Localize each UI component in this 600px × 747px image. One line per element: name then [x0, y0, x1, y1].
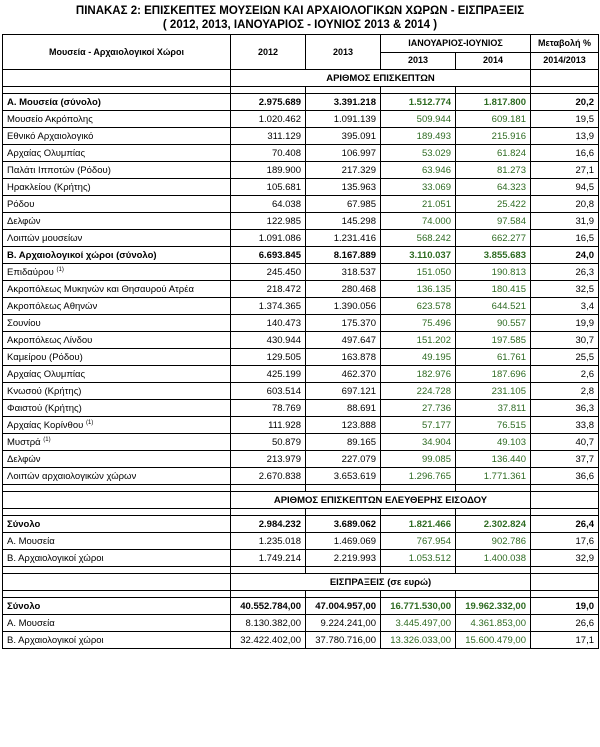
- blank-cell: [381, 87, 456, 94]
- value-2012: 78.769: [231, 400, 306, 417]
- header-change-sub: 2014/2013: [531, 52, 599, 70]
- section-free-entry: [3, 492, 599, 509]
- blank-cell: [456, 485, 531, 492]
- table-row: [3, 366, 599, 383]
- row-label-text: Β. Αρχαιολογικοί χώροι: [7, 552, 104, 564]
- value-jan-jun-2013: 509.944: [381, 111, 456, 128]
- row-label: [3, 550, 231, 567]
- value-jan-jun-2014: 2.302.824: [456, 516, 531, 533]
- value-jan-jun-2014: 136.440: [456, 451, 531, 468]
- value-jan-jun-2013: 53.029: [381, 145, 456, 162]
- value-jan-jun-2014: 25.422: [456, 196, 531, 213]
- value-jan-jun-2013: 13.326.033,00: [381, 632, 456, 649]
- table-row: [3, 383, 599, 400]
- change-percent: 2,6: [531, 366, 599, 383]
- value-jan-jun-2014: 187.696: [456, 366, 531, 383]
- value-2013: 1.091.139: [306, 111, 381, 128]
- value-jan-jun-2013: 568.242: [381, 230, 456, 247]
- value-jan-jun-2014: 37.811: [456, 400, 531, 417]
- row-label: [3, 332, 231, 349]
- value-2013: 89.165: [306, 434, 381, 451]
- row-label-text: Σουνίου: [7, 317, 41, 329]
- value-jan-jun-2014: 19.962.332,00: [456, 598, 531, 615]
- value-2012: 111.928: [231, 417, 306, 434]
- table-row: [3, 128, 599, 145]
- value-2013: 47.004.957,00: [306, 598, 381, 615]
- value-jan-jun-2014: 609.181: [456, 111, 531, 128]
- value-2012: 430.944: [231, 332, 306, 349]
- row-label-text: Β. Αρχαιολογικοί χώροι (σύνολο): [7, 249, 157, 261]
- value-2013: 9.224.241,00: [306, 615, 381, 632]
- row-label: [3, 213, 231, 230]
- change-percent: 31,9: [531, 213, 599, 230]
- change-percent: 17,6: [531, 533, 599, 550]
- blank-row: [3, 87, 599, 94]
- blank-cell: [381, 509, 456, 516]
- value-jan-jun-2014: 190.813: [456, 264, 531, 281]
- value-2013: 163.878: [306, 349, 381, 366]
- row-label-text: Α. Μουσεία (σύνολο): [7, 96, 101, 108]
- value-2012: 70.408: [231, 145, 306, 162]
- row-label-text: Δελφών: [7, 453, 41, 465]
- section-receipts: [3, 574, 599, 591]
- blank-cell: [231, 87, 306, 94]
- change-percent: 19,9: [531, 315, 599, 332]
- value-jan-jun-2013: 182.976: [381, 366, 456, 383]
- value-2012: 425.199: [231, 366, 306, 383]
- value-jan-jun-2014: 49.103: [456, 434, 531, 451]
- value-2012: 603.514: [231, 383, 306, 400]
- value-jan-jun-2013: 27.736: [381, 400, 456, 417]
- change-percent: 3,4: [531, 298, 599, 315]
- table-row: [3, 94, 599, 111]
- row-label-text: Δελφών: [7, 215, 41, 227]
- value-2013: 3.653.619: [306, 468, 381, 485]
- value-jan-jun-2014: 644.521: [456, 298, 531, 315]
- row-label: [3, 349, 231, 366]
- value-2012: 218.472: [231, 281, 306, 298]
- blank-row: [3, 591, 599, 598]
- change-percent: 26,4: [531, 516, 599, 533]
- value-jan-jun-2013: 33.069: [381, 179, 456, 196]
- table-row: [3, 162, 599, 179]
- value-2013: 497.647: [306, 332, 381, 349]
- value-2013: 3.391.218: [306, 94, 381, 111]
- change-percent: 36,6: [531, 468, 599, 485]
- value-jan-jun-2014: 902.786: [456, 533, 531, 550]
- table-row: [3, 332, 599, 349]
- row-label-text: Ρόδου: [7, 198, 35, 210]
- value-jan-jun-2013: 224.728: [381, 383, 456, 400]
- change-percent: 13,9: [531, 128, 599, 145]
- blank-cell: [531, 591, 599, 598]
- value-2012: 105.681: [231, 179, 306, 196]
- value-jan-jun-2014: 97.584: [456, 213, 531, 230]
- value-2012: 64.038: [231, 196, 306, 213]
- value-2012: 1.749.214: [231, 550, 306, 567]
- value-jan-jun-2014: 81.273: [456, 162, 531, 179]
- value-2012: 129.505: [231, 349, 306, 366]
- change-percent: 30,7: [531, 332, 599, 349]
- blank-cell: [456, 509, 531, 516]
- change-percent: 40,7: [531, 434, 599, 451]
- value-2012: 1.020.462: [231, 111, 306, 128]
- value-2012: 2.670.838: [231, 468, 306, 485]
- value-2013: 3.689.062: [306, 516, 381, 533]
- row-label: [3, 179, 231, 196]
- row-label-text: Καμείρου (Ρόδου): [7, 351, 83, 363]
- value-2012: 32.422.402,00: [231, 632, 306, 649]
- value-jan-jun-2014: 61.824: [456, 145, 531, 162]
- change-percent: 24,0: [531, 247, 599, 264]
- footnote-marker: (1): [43, 436, 51, 443]
- change-percent: 20,2: [531, 94, 599, 111]
- value-2013: 2.219.993: [306, 550, 381, 567]
- row-label: [3, 162, 231, 179]
- table-row: [3, 550, 599, 567]
- value-jan-jun-2014: 662.277: [456, 230, 531, 247]
- change-percent: 94,5: [531, 179, 599, 196]
- blank-cell: [381, 591, 456, 598]
- value-2013: 37.780.716,00: [306, 632, 381, 649]
- blank-cell: [381, 567, 456, 574]
- value-2013: 123.888: [306, 417, 381, 434]
- table-row: [3, 598, 599, 615]
- value-2012: 1.091.086: [231, 230, 306, 247]
- value-jan-jun-2013: 1.296.765: [381, 468, 456, 485]
- row-label: [3, 145, 231, 162]
- blank-cell: [3, 591, 231, 598]
- blank-cell: [231, 567, 306, 574]
- section-empty-cell: [531, 492, 599, 509]
- row-label: [3, 281, 231, 298]
- value-2012: 40.552.784,00: [231, 598, 306, 615]
- value-jan-jun-2013: 767.954: [381, 533, 456, 550]
- change-percent: 32,9: [531, 550, 599, 567]
- value-2013: 697.121: [306, 383, 381, 400]
- table-row: [3, 179, 599, 196]
- value-jan-jun-2014: 15.600.479,00: [456, 632, 531, 649]
- blank-cell: [3, 567, 231, 574]
- value-jan-jun-2013: 49.195: [381, 349, 456, 366]
- table-row: [3, 213, 599, 230]
- value-jan-jun-2013: 623.578: [381, 298, 456, 315]
- row-label-text: Ακροπόλεως Λίνδου: [7, 334, 93, 346]
- header-period: ΙΑΝΟΥΑΡΙΟΣ-ΙΟΥΝΙΟΣ: [381, 35, 531, 53]
- value-jan-jun-2013: 21.051: [381, 196, 456, 213]
- section-title: ΕΙΣΠΡΑΞΕΙΣ (σε ευρώ): [231, 574, 531, 591]
- change-percent: 2,8: [531, 383, 599, 400]
- value-2013: 318.537: [306, 264, 381, 281]
- table-row: [3, 468, 599, 485]
- value-jan-jun-2014: 64.323: [456, 179, 531, 196]
- row-label-text: Φαιστού (Κρήτης): [7, 402, 82, 414]
- change-percent: 26,6: [531, 615, 599, 632]
- row-label-text: Σύνολο: [7, 518, 41, 530]
- row-label-text: Παλάτι Ιπποτών (Ρόδου): [7, 164, 111, 176]
- blank-cell: [306, 485, 381, 492]
- section-title: ΑΡΙΘΜΟΣ ΕΠΙΣΚΕΠΤΩΝ ΕΛΕΥΘΕΡΗΣ ΕΙΣΟΔΟΥ: [231, 492, 531, 509]
- value-2012: 245.450: [231, 264, 306, 281]
- row-label: [3, 598, 231, 615]
- value-2013: 8.167.889: [306, 247, 381, 264]
- row-label: [3, 128, 231, 145]
- value-2013: 227.079: [306, 451, 381, 468]
- value-jan-jun-2014: 76.515: [456, 417, 531, 434]
- row-label: [3, 315, 231, 332]
- value-2013: 280.468: [306, 281, 381, 298]
- table-row: [3, 434, 599, 451]
- blank-row: [3, 567, 599, 574]
- header-row-1: [3, 35, 599, 53]
- value-jan-jun-2014: 61.761: [456, 349, 531, 366]
- blank-cell: [306, 509, 381, 516]
- row-label: [3, 247, 231, 264]
- value-jan-jun-2013: 189.493: [381, 128, 456, 145]
- table-row: [3, 315, 599, 332]
- value-jan-jun-2013: 99.085: [381, 451, 456, 468]
- value-2013: 395.091: [306, 128, 381, 145]
- value-2013: 1.390.056: [306, 298, 381, 315]
- table-title: [0, 0, 600, 34]
- value-jan-jun-2014: 180.415: [456, 281, 531, 298]
- value-jan-jun-2013: 1.512.774: [381, 94, 456, 111]
- table-row: [3, 145, 599, 162]
- header-2013: 2013: [306, 35, 381, 70]
- header-2012: 2012: [231, 35, 306, 70]
- table-row: [3, 632, 599, 649]
- value-2012: 6.693.845: [231, 247, 306, 264]
- change-percent: 27,1: [531, 162, 599, 179]
- row-label-text: Επιδαύρου: [7, 266, 54, 278]
- value-2013: 1.469.069: [306, 533, 381, 550]
- value-2013: 175.370: [306, 315, 381, 332]
- row-label: [3, 451, 231, 468]
- value-jan-jun-2014: 1.400.038: [456, 550, 531, 567]
- blank-row: [3, 509, 599, 516]
- blank-cell: [231, 591, 306, 598]
- value-2013: 135.963: [306, 179, 381, 196]
- value-2013: 462.370: [306, 366, 381, 383]
- section-visitors: [3, 70, 599, 87]
- row-label-text: Ακροπόλεως Αθηνών: [7, 300, 98, 312]
- value-2013: 88.691: [306, 400, 381, 417]
- section-title: ΑΡΙΘΜΟΣ ΕΠΙΣΚΕΠΤΩΝ: [231, 70, 531, 87]
- footnote-marker: (1): [56, 266, 64, 273]
- change-percent: 25,5: [531, 349, 599, 366]
- value-jan-jun-2014: 231.105: [456, 383, 531, 400]
- value-2012: 140.473: [231, 315, 306, 332]
- row-label-text: Εθνικό Αρχαιολογικό: [7, 130, 94, 142]
- row-label-text: Αρχαίας Κορίνθου: [7, 419, 84, 431]
- blank-cell: [231, 509, 306, 516]
- section-empty-cell: [3, 492, 231, 509]
- blank-cell: [381, 485, 456, 492]
- value-jan-jun-2013: 151.202: [381, 332, 456, 349]
- value-jan-jun-2014: 1.817.800: [456, 94, 531, 111]
- change-percent: 17,1: [531, 632, 599, 649]
- table-row: [3, 451, 599, 468]
- value-2012: 8.130.382,00: [231, 615, 306, 632]
- value-2013: 217.329: [306, 162, 381, 179]
- blank-cell: [306, 591, 381, 598]
- row-label-text: Ακροπόλεως Μυκηνών και Θησαυρού Ατρέα: [7, 283, 194, 295]
- table-row: [3, 417, 599, 434]
- header-label-cell: Μουσεία - Αρχαιολογικοί Χώροι: [3, 35, 231, 70]
- blank-cell: [3, 485, 231, 492]
- row-label: [3, 434, 231, 451]
- table-row: [3, 533, 599, 550]
- change-percent: 37,7: [531, 451, 599, 468]
- value-jan-jun-2014: 3.855.683: [456, 247, 531, 264]
- header-period-2014: 2014: [456, 52, 531, 70]
- header-period-2013: 2013: [381, 52, 456, 70]
- change-percent: 16,6: [531, 145, 599, 162]
- header-change: Μεταβολή %: [531, 35, 599, 53]
- row-label: [3, 366, 231, 383]
- row-label-text: Αρχαίας Ολυμπίας: [7, 368, 86, 380]
- change-percent: 20,8: [531, 196, 599, 213]
- table-row: [3, 196, 599, 213]
- value-jan-jun-2014: 215.916: [456, 128, 531, 145]
- row-label-text: Αρχαίας Ολυμπίας: [7, 147, 86, 159]
- table-row: [3, 516, 599, 533]
- table-row: [3, 615, 599, 632]
- row-label-text: Α. Μουσεία: [7, 535, 55, 547]
- value-2012: 213.979: [231, 451, 306, 468]
- row-label-text: Μυστρά: [7, 436, 41, 448]
- title-line-2: ( 2012, 2013, ΙΑΝΟΥΑΡΙΟΣ - ΙΟΥΝΙΟΣ 2013 & 2014 ): [162, 19, 438, 31]
- title-line-1: ΠΙΝΑΚΑΣ 2: ΕΠΙΣΚΕΠΤΕΣ ΜΟΥΣΕΙΩΝ ΚΑΙ ΑΡΧΑΙΟΛΟΓΙΚΩΝ ΧΩΡΩΝ - ΕΙΣΠΡΑΞΕΙΣ: [75, 5, 525, 17]
- blank-cell: [531, 567, 599, 574]
- blank-cell: [456, 567, 531, 574]
- value-2012: 1.374.365: [231, 298, 306, 315]
- blank-cell: [306, 87, 381, 94]
- value-jan-jun-2013: 3.445.497,00: [381, 615, 456, 632]
- blank-row: [3, 485, 599, 492]
- row-label: [3, 632, 231, 649]
- blank-cell: [531, 87, 599, 94]
- value-jan-jun-2014: 1.771.361: [456, 468, 531, 485]
- row-label-text: Σύνολο: [7, 600, 41, 612]
- value-jan-jun-2013: 63.946: [381, 162, 456, 179]
- row-label: [3, 400, 231, 417]
- value-2012: 50.879: [231, 434, 306, 451]
- blank-cell: [306, 567, 381, 574]
- row-label-text: Κνωσού (Κρήτης): [7, 385, 82, 397]
- value-2012: 189.900: [231, 162, 306, 179]
- table-body: [3, 35, 599, 649]
- row-label: [3, 516, 231, 533]
- value-jan-jun-2013: 75.496: [381, 315, 456, 332]
- row-label: [3, 230, 231, 247]
- value-jan-jun-2014: 197.585: [456, 332, 531, 349]
- change-percent: 33,8: [531, 417, 599, 434]
- value-2012: 311.129: [231, 128, 306, 145]
- row-label: [3, 615, 231, 632]
- row-label-text: Ηρακλείου (Κρήτης): [7, 181, 91, 193]
- row-label: [3, 111, 231, 128]
- change-percent: 32,5: [531, 281, 599, 298]
- change-percent: 36,3: [531, 400, 599, 417]
- value-2013: 145.298: [306, 213, 381, 230]
- blank-cell: [531, 509, 599, 516]
- value-jan-jun-2013: 1.053.512: [381, 550, 456, 567]
- blank-cell: [531, 485, 599, 492]
- statistics-table: [2, 34, 599, 649]
- value-2012: 2.984.232: [231, 516, 306, 533]
- footnote-marker: (1): [85, 419, 94, 426]
- section-empty-cell: [3, 70, 231, 87]
- table-row: [3, 281, 599, 298]
- row-label-text: Α. Μουσεία: [7, 617, 55, 629]
- table-row: [3, 264, 599, 281]
- value-2012: 2.975.689: [231, 94, 306, 111]
- row-label-text: Β. Αρχαιολογικοί χώροι: [7, 634, 104, 646]
- value-jan-jun-2014: 90.557: [456, 315, 531, 332]
- value-2012: 1.235.018: [231, 533, 306, 550]
- blank-cell: [456, 591, 531, 598]
- value-jan-jun-2013: 1.821.466: [381, 516, 456, 533]
- change-percent: 16,5: [531, 230, 599, 247]
- blank-cell: [3, 509, 231, 516]
- table-row: [3, 247, 599, 264]
- value-2013: 1.231.416: [306, 230, 381, 247]
- value-jan-jun-2013: 151.050: [381, 264, 456, 281]
- row-label-text: Μουσείο Ακρόπολης: [7, 113, 93, 125]
- table-row: [3, 400, 599, 417]
- section-empty-cell: [3, 574, 231, 591]
- blank-cell: [456, 87, 531, 94]
- value-jan-jun-2013: 16.771.530,00: [381, 598, 456, 615]
- table-row: [3, 349, 599, 366]
- row-label-text: Λοιπών μουσείων: [7, 232, 83, 244]
- value-jan-jun-2013: 74.000: [381, 213, 456, 230]
- blank-cell: [231, 485, 306, 492]
- section-empty-cell: [531, 574, 599, 591]
- row-label-text: Λοιπών αρχαιολογικών χώρων: [7, 470, 137, 482]
- value-2013: 106.997: [306, 145, 381, 162]
- value-jan-jun-2013: 136.135: [381, 281, 456, 298]
- section-empty-cell: [531, 70, 599, 87]
- change-percent: 19,0: [531, 598, 599, 615]
- table-row: [3, 230, 599, 247]
- row-label: [3, 383, 231, 400]
- value-jan-jun-2013: 34.904: [381, 434, 456, 451]
- value-2012: 122.985: [231, 213, 306, 230]
- row-label: [3, 196, 231, 213]
- value-2013: 67.985: [306, 196, 381, 213]
- change-percent: 26,3: [531, 264, 599, 281]
- row-label: [3, 264, 231, 281]
- value-jan-jun-2013: 3.110.037: [381, 247, 456, 264]
- row-label: [3, 417, 231, 434]
- row-label: [3, 468, 231, 485]
- blank-cell: [3, 87, 231, 94]
- row-label: [3, 533, 231, 550]
- value-jan-jun-2014: 4.361.853,00: [456, 615, 531, 632]
- row-label: [3, 94, 231, 111]
- table-row: [3, 111, 599, 128]
- value-jan-jun-2013: 57.177: [381, 417, 456, 434]
- row-label: [3, 298, 231, 315]
- change-percent: 19,5: [531, 111, 599, 128]
- table-row: [3, 298, 599, 315]
